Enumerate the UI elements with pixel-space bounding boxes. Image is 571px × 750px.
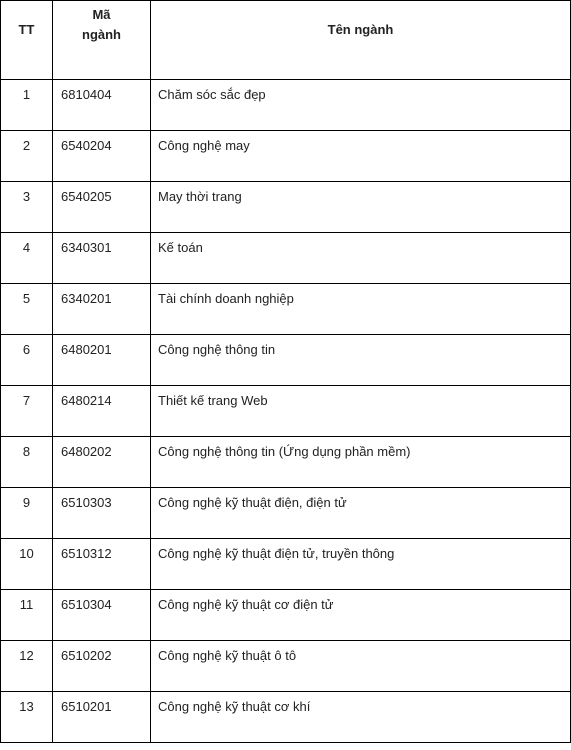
row-code-cell: 6510303: [53, 488, 151, 539]
table-row: [1, 437, 571, 488]
header-name: Tên ngành: [151, 1, 571, 80]
row-tt-cell: 5: [1, 284, 53, 335]
row-tt-cell: 4: [1, 233, 53, 284]
table-row: [1, 539, 571, 590]
table-body: [1, 80, 571, 743]
table-row: [1, 182, 571, 233]
row-code-cell: 6510304: [53, 590, 151, 641]
row-tt-cell: 3: [1, 182, 53, 233]
table-row: [1, 80, 571, 131]
row-name-cell: Công nghệ kỹ thuật cơ khí: [151, 692, 571, 743]
header-row: [1, 1, 571, 80]
row-tt-cell: 1: [1, 80, 53, 131]
row-tt-cell: 2: [1, 131, 53, 182]
row-code-cell: 6540204: [53, 131, 151, 182]
table-row: [1, 233, 571, 284]
table-row: [1, 488, 571, 539]
row-tt-cell: 9: [1, 488, 53, 539]
row-tt-cell: 8: [1, 437, 53, 488]
table-header: [1, 1, 571, 80]
row-tt-cell: 11: [1, 590, 53, 641]
header-tt: TT: [1, 1, 53, 80]
row-name-cell: Thiết kế trang Web: [151, 386, 571, 437]
table-row: [1, 131, 571, 182]
header-code: [53, 1, 151, 80]
row-name-cell: Kế toán: [151, 233, 571, 284]
row-name-cell: Công nghệ kỹ thuật cơ điện tử: [151, 590, 571, 641]
row-code-cell: 6510312: [53, 539, 151, 590]
row-name-cell: Công nghệ thông tin (Ứng dụng phần mềm): [151, 437, 571, 488]
row-name-cell: Công nghệ thông tin: [151, 335, 571, 386]
row-tt-cell: 13: [1, 692, 53, 743]
row-code-cell: 6340301: [53, 233, 151, 284]
row-tt-cell: 10: [1, 539, 53, 590]
row-code-cell: 6480201: [53, 335, 151, 386]
row-code-cell: 6510202: [53, 641, 151, 692]
row-name-cell: Công nghệ kỹ thuật điện, điện tử: [151, 488, 571, 539]
row-tt-cell: 7: [1, 386, 53, 437]
row-name-cell: Tài chính doanh nghiệp: [151, 284, 571, 335]
table-row: [1, 284, 571, 335]
row-name-cell: Chăm sóc sắc đẹp: [151, 80, 571, 131]
row-name-cell: Công nghệ kỹ thuật điện tử, truyền thông: [151, 539, 571, 590]
row-code-cell: 6480202: [53, 437, 151, 488]
row-code-cell: 6810404: [53, 80, 151, 131]
row-code-cell: 6510201: [53, 692, 151, 743]
row-tt-cell: 6: [1, 335, 53, 386]
row-code-cell: 6540205: [53, 182, 151, 233]
table-row: [1, 335, 571, 386]
header-code-line2: ngành: [82, 27, 121, 42]
row-code-cell: 6480214: [53, 386, 151, 437]
row-tt-cell: 12: [1, 641, 53, 692]
header-code-line1: Mã: [92, 7, 111, 22]
row-name-cell: Công nghệ kỹ thuật ô tô: [151, 641, 571, 692]
table-row: [1, 590, 571, 641]
table-row: [1, 692, 571, 743]
row-name-cell: Công nghệ may: [151, 131, 571, 182]
table-row: [1, 386, 571, 437]
row-code-cell: 6340201: [53, 284, 151, 335]
table-row: [1, 641, 571, 692]
row-name-cell: May thời trang: [151, 182, 571, 233]
